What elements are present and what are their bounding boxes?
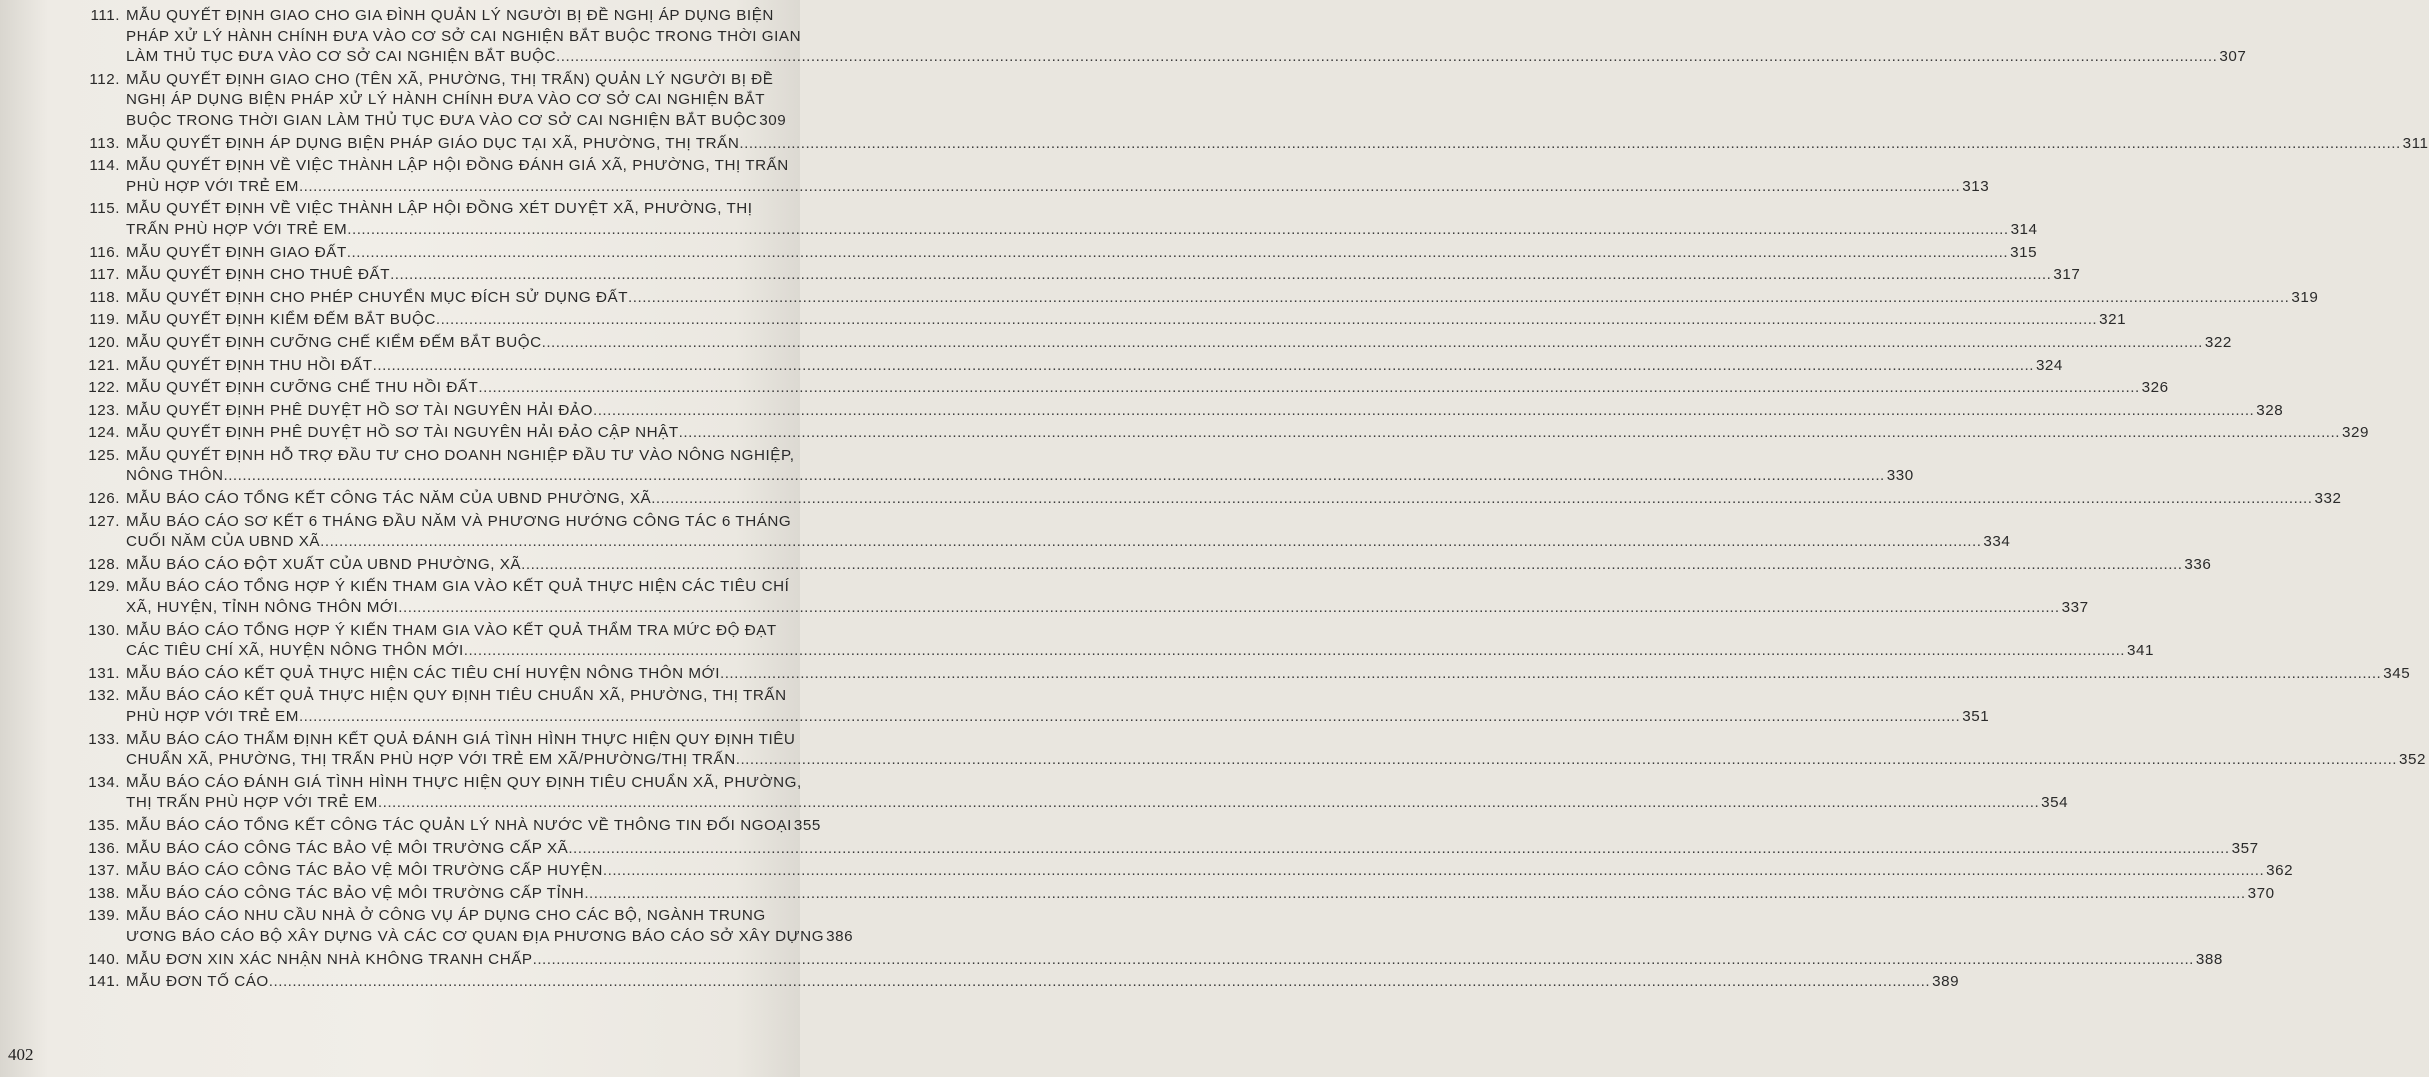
toc-entry-text: PHÙ HỢP VỚI TRẺ EM [126, 177, 299, 195]
toc-entry-text: CUỐI NĂM CỦA UBND XÃ [126, 533, 321, 551]
toc-entry-text: MẪU ĐƠN XIN XÁC NHẬN NHÀ KHÔNG TRANH CHẤP [126, 950, 533, 968]
toc-entry-text: LÀM THỦ TỤC ĐƯA VÀO CƠ SỞ CAI NGHIỆN BẮT BUỘC [126, 48, 557, 66]
dot-leader [373, 356, 2034, 377]
toc-entry-line [126, 489, 2342, 510]
toc-entry-title [126, 446, 1914, 487]
toc-entry-text: MẪU QUYẾT ĐỊNH GIAO CHO GIA ĐÌNH QUẢN LÝ NGƯỜI BỊ ĐỀ NGHỊ ÁP DỤNG BIỆN [126, 7, 774, 24]
toc-entry [80, 512, 2011, 553]
toc-entry-line [126, 310, 2127, 331]
toc-entry-title [126, 243, 2038, 264]
toc-entry-text: MẪU QUYẾT ĐỊNH VỀ VIỆC THÀNH LẬP HỘI ĐỒNG XÉT DUYỆT XÃ, PHƯỜNG, THỊ [126, 200, 753, 218]
toc-entry-page: 324 [2035, 356, 2063, 374]
toc-entry-text: NGHỊ ÁP DỤNG BIỆN PHÁP XỬ LÝ HÀNH CHÍNH ĐƯA VÀO CƠ SỞ CAI NGHIỆN BẮT [126, 91, 766, 109]
toc-entry-number: 114. [89, 157, 120, 175]
toc-entry-line [126, 70, 774, 91]
toc-entry-title [126, 489, 2342, 510]
toc-entry-line [126, 220, 2038, 241]
toc-entry-number: 120. [88, 333, 120, 351]
dot-leader [464, 641, 2125, 662]
toc-entry-line [126, 288, 2319, 309]
toc-entry [80, 884, 2275, 905]
dot-leader [320, 532, 1981, 553]
toc-entry-page: 329 [2341, 424, 2369, 442]
toc-entry-title [126, 906, 854, 947]
toc-entry-line [126, 333, 2232, 354]
toc-entry-line [126, 423, 2369, 444]
toc-entry-number: 141. [88, 973, 120, 991]
toc-entry-title [126, 288, 2319, 309]
dot-leader [478, 378, 2139, 399]
toc-entry-page: 313 [1962, 177, 1990, 195]
toc-entry-number: 124. [88, 424, 120, 442]
toc-entry-text: MẪU BÁO CÁO NHU CẦU NHÀ Ở CÔNG VỤ ÁP DỤNG CHO CÁC BỘ, NGÀNH TRUNG [126, 907, 766, 925]
toc-entry-text: MẪU BÁO CÁO SƠ KẾT 6 THÁNG ĐẦU NĂM VÀ PHƯƠNG HƯỚNG CÔNG TÁC 6 THÁNG [126, 512, 792, 530]
toc-entry-number: 137. [88, 862, 120, 880]
toc-entry [80, 664, 2411, 685]
toc-entry-page: 315 [2010, 243, 2038, 261]
toc-entry-page: 336 [2184, 555, 2212, 573]
toc-entry-text: MẪU BÁO CÁO KẾT QUẢ THỰC HIỆN QUY ĐỊNH TIÊU CHUẨN XÃ, PHƯỜNG, THỊ TRẤN [126, 687, 787, 705]
toc-entry-page: 334 [1983, 533, 2011, 551]
dot-leader [679, 423, 2340, 444]
toc-entry-text: THỊ TRẤN PHÙ HỢP VỚI TRẺ EM [126, 794, 378, 812]
toc-entry-line [126, 730, 796, 751]
toc-entry-number: 130. [88, 621, 120, 639]
toc-entry-number: 121. [88, 356, 120, 374]
toc-entry-number: 119. [89, 311, 120, 329]
toc-entry-text: MẪU QUYẾT ĐỊNH GIAO ĐẤT [126, 243, 347, 261]
toc-entry-number: 133. [88, 730, 120, 748]
toc-entry [80, 265, 2081, 286]
toc-entry-text: MẪU QUYẾT ĐỊNH CHO THUÊ ĐẤT [126, 266, 391, 284]
toc-entry-line [126, 265, 2081, 286]
toc-entry [80, 730, 2427, 771]
toc-entry-line [126, 378, 2169, 399]
toc-entry-text: PHÙ HỢP VỚI TRẺ EM [126, 708, 299, 725]
toc-entry-text: MẪU BÁO CÁO CÔNG TÁC BẢO VỆ MÔI TRƯỜNG CẤP XÃ [126, 839, 569, 857]
toc-entry [80, 199, 2038, 240]
toc-entry-title [126, 621, 2155, 662]
dot-leader [739, 134, 2400, 155]
dot-leader [568, 839, 2229, 860]
toc-entry-title [126, 555, 2212, 576]
toc-entry [80, 906, 854, 947]
dot-leader [628, 288, 2289, 309]
toc-entry-line [126, 641, 2155, 662]
toc-entry [80, 816, 821, 837]
toc-entry-text: MẪU QUYẾT ĐỊNH KIỂM ĐẾM BẮT BUỘC [126, 311, 436, 329]
toc-entry-number: 118. [89, 288, 120, 306]
toc-entry-line [126, 664, 2411, 685]
toc-entry-line [126, 861, 2294, 882]
toc-entry-text: MẪU BÁO CÁO CÔNG TÁC BẢO VỆ MÔI TRƯỜNG CẤP TỈNH [126, 884, 585, 902]
toc-entry-title [126, 773, 2069, 814]
toc-entry [80, 356, 2063, 377]
toc-entry-number: 135. [88, 816, 120, 834]
toc-entry [80, 156, 1990, 197]
toc-entry-line [126, 839, 2259, 860]
toc-entry-title [126, 356, 2063, 377]
toc-entry-text: TRẤN PHÙ HỢP VỚI TRẺ EM [126, 220, 348, 238]
toc-entry-page: 352 [2399, 751, 2427, 769]
toc-entry-number: 117. [89, 266, 120, 284]
toc-entry [80, 333, 2232, 354]
toc-entry-title [126, 686, 1990, 727]
toc-entry-page: 330 [1886, 467, 1914, 485]
toc-entry-number: 140. [88, 950, 120, 968]
toc-entry-line [126, 356, 2063, 377]
toc-entry-line [126, 621, 777, 642]
table-of-contents [80, 6, 2429, 995]
toc-entry-page: 351 [1962, 708, 1990, 725]
toc-entry [80, 70, 787, 132]
dot-leader [584, 884, 2245, 905]
toc-entry-text: MẪU QUYẾT ĐỊNH ÁP DỤNG BIỆN PHÁP GIÁO DỤC TẠI XÃ, PHƯỜNG, THỊ TRẤN [126, 134, 740, 152]
toc-entry [80, 861, 2294, 882]
toc-entry-page: 362 [2266, 862, 2294, 880]
dot-leader [720, 664, 2381, 685]
toc-entry [80, 577, 2089, 618]
dot-leader [347, 220, 2008, 241]
toc-entry-line [126, 90, 770, 111]
toc-entry-text: MẪU BÁO CÁO TỔNG KẾT CÔNG TÁC NĂM CỦA UBND PHƯỜNG, XÃ [126, 490, 652, 508]
toc-entry-line [126, 577, 790, 598]
toc-entry [80, 378, 2169, 399]
toc-entry-text: PHÁP XỬ LÝ HÀNH CHÍNH ĐƯA VÀO CƠ SỞ CAI NGHIỆN BẮT BUỘC TRONG THỜI GIAN [126, 27, 802, 45]
dot-leader [398, 598, 2059, 619]
toc-entry-line [126, 773, 802, 794]
toc-entry-page: 311 [2402, 134, 2429, 152]
toc-entry-page: 354 [2041, 794, 2069, 812]
toc-entry-title [126, 134, 2429, 155]
toc-entry-page: 314 [2010, 220, 2038, 238]
toc-entry-title [126, 333, 2232, 354]
toc-entry [80, 446, 1914, 487]
toc-entry-text: MẪU BÁO CÁO ĐÁNH GIÁ TÌNH HÌNH THỰC HIỆN QUY ĐỊNH TIÊU CHUẨN XÃ, PHƯỜNG, [126, 773, 802, 791]
toc-entry-page: 321 [2099, 311, 2127, 329]
toc-entry-number: 134. [88, 773, 120, 791]
toc-entry-title [126, 577, 2089, 618]
toc-entry-title [126, 199, 2038, 240]
toc-entry-text: CHUẨN XÃ, PHƯỜNG, THỊ TRẤN PHÙ HỢP VỚI TRẺ EM XÃ/PHƯỜNG/THỊ TRẤN [126, 751, 736, 769]
toc-entry-text: ƯƠNG BÁO CÁO BỘ XÂY DỰNG VÀ CÁC CƠ QUAN ĐỊA PHƯƠNG BÁO CÁO SỞ XÂY DỰNG [126, 927, 825, 945]
toc-entry-line [126, 793, 2069, 814]
toc-entry [80, 950, 2223, 971]
toc-entry-line [126, 111, 787, 132]
toc-entry-page: 386 [826, 927, 854, 945]
toc-entry-line [126, 156, 789, 177]
dot-leader [521, 555, 2182, 576]
toc-entry-text: CÁC TIÊU CHÍ XÃ, HUYỆN NÔNG THÔN MỚI [126, 642, 464, 660]
page-number: 402 [8, 1045, 34, 1064]
dot-leader [269, 972, 1930, 993]
toc-entry-text: MẪU QUYẾT ĐỊNH CƯỠNG CHẾ KIỂM ĐẾM BẮT BUỘC [126, 333, 542, 351]
toc-entry-title [126, 950, 2223, 971]
toc-entry-text: MẪU BÁO CÁO KẾT QUẢ THỰC HIỆN CÁC TIÊU CHÍ HUYỆN NÔNG THÔN MỚI [126, 664, 720, 682]
toc-entry-line [126, 884, 2275, 905]
toc-entry-number: 127. [88, 512, 120, 530]
toc-entry-line [126, 598, 2089, 619]
toc-entry-line [126, 927, 854, 948]
toc-entry [80, 6, 2247, 68]
toc-entry [80, 773, 2069, 814]
toc-entry-title [126, 664, 2411, 685]
toc-entry-line [126, 177, 1990, 198]
toc-entry-page: 309 [759, 111, 787, 129]
dot-leader [223, 466, 1884, 487]
toc-entry-number: 139. [88, 907, 120, 925]
toc-entry-line [126, 906, 770, 927]
toc-entry [80, 489, 2342, 510]
toc-entry-title [126, 310, 2127, 331]
toc-entry-page: 388 [2195, 950, 2223, 968]
dot-leader [378, 793, 2039, 814]
toc-entry-line [126, 750, 2427, 771]
dot-leader [736, 750, 2397, 771]
toc-entry-number: 132. [88, 687, 120, 705]
toc-entry-line [126, 401, 2284, 422]
toc-entry-number: 125. [88, 446, 120, 464]
toc-entry [80, 243, 2038, 264]
toc-entry-line [126, 950, 2223, 971]
toc-entry-page: 337 [2061, 599, 2089, 617]
toc-entry-text: MẪU QUYẾT ĐỊNH GIAO CHO (TÊN XÃ, PHƯỜNG, THỊ TRẤN) QUẢN LÝ NGƯỜI BỊ ĐỀ [126, 70, 774, 88]
toc-entry-line [126, 555, 2212, 576]
toc-entry-page: 341 [2127, 642, 2155, 660]
toc-entry-page: 317 [2053, 266, 2081, 284]
toc-entry-line [126, 446, 795, 467]
toc-entry-page: 319 [2291, 288, 2319, 306]
toc-entry-line [126, 686, 787, 707]
toc-entry-page: 370 [2247, 884, 2275, 902]
dot-leader [651, 489, 2312, 510]
toc-entry-text: MẪU BÁO CÁO THẨM ĐỊNH KẾT QUẢ ĐÁNH GIÁ TÌNH HÌNH THỰC HIỆN QUY ĐỊNH TIÊU [126, 730, 796, 748]
toc-entry-page: 345 [2383, 664, 2411, 682]
toc-entry-line [126, 972, 1960, 993]
dot-leader [299, 707, 1960, 728]
dot-leader [436, 310, 2097, 331]
toc-entry-text: MẪU BÁO CÁO CÔNG TÁC BẢO VỆ MÔI TRƯỜNG CẤP HUYỆN [126, 862, 603, 880]
toc-entry-title [126, 512, 2011, 553]
dot-leader [347, 243, 2008, 264]
toc-entry-page: 328 [2256, 401, 2284, 419]
toc-entry-number: 138. [88, 884, 120, 902]
dot-leader [593, 401, 2254, 422]
toc-entry [80, 288, 2319, 309]
toc-entry-text: MẪU BÁO CÁO TỔNG HỢP Ý KIẾN THAM GIA VÀO KẾT QUẢ THỰC HIỆN CÁC TIÊU CHÍ [126, 578, 790, 596]
toc-entry-line [126, 707, 1990, 728]
toc-entry-number: 115. [89, 200, 120, 218]
toc-entry-text: MẪU BÁO CÁO TỔNG KẾT CÔNG TÁC QUẢN LÝ NHÀ NƯỚC VỀ THÔNG TIN ĐỐI NGOẠI [126, 816, 792, 834]
toc-entry-number: 131. [88, 664, 120, 682]
dot-leader [603, 861, 2264, 882]
toc-entry-number: 116. [89, 243, 120, 261]
toc-entry-text: MẪU QUYẾT ĐỊNH CHO PHÉP CHUYỂN MỤC ĐÍCH SỬ DỤNG ĐẤT [126, 288, 629, 306]
dot-leader [299, 177, 1960, 198]
toc-entry-number: 111. [90, 7, 120, 24]
toc-entry-title [126, 265, 2081, 286]
toc-entry-title [126, 378, 2169, 399]
toc-entry-text: MẪU ĐƠN TỐ CÁO [126, 973, 269, 991]
toc-entry-text: MẪU QUYẾT ĐỊNH HỖ TRỢ ĐẦU TƯ CHO DOANH NGHIỆP ĐẦU TƯ VÀO NÔNG NGHIỆP, [126, 446, 795, 464]
toc-entry-title [126, 730, 2427, 771]
toc-entry-number: 126. [88, 490, 120, 508]
toc-entry-text: BUỘC TRONG THỜI GIAN LÀM THỦ TỤC ĐƯA VÀO CƠ SỞ CAI NGHIỆN BẮT BUỘC [126, 111, 758, 129]
dot-leader [533, 950, 2194, 971]
toc-entry [80, 839, 2259, 860]
toc-entry-text: MẪU BÁO CÁO TỔNG HỢP Ý KIẾN THAM GIA VÀO KẾT QUẢ THẨM TRA MỨC ĐỘ ĐẠT [126, 621, 777, 639]
toc-entry-line [126, 134, 2429, 155]
toc-entry-text: MẪU QUYẾT ĐỊNH VỀ VIỆC THÀNH LẬP HỘI ĐỒNG ĐÁNH GIÁ XÃ, PHƯỜNG, THỊ TRẤN [126, 157, 789, 175]
toc-entry-line [126, 816, 821, 837]
toc-entry-page: 307 [2219, 48, 2247, 66]
toc-entry-page: 322 [2204, 333, 2232, 351]
toc-entry-line [126, 27, 802, 48]
toc-entry-line [126, 532, 2011, 553]
toc-entry [80, 555, 2212, 576]
toc-entry-title [126, 401, 2284, 422]
toc-entry [80, 423, 2369, 444]
toc-entry-text: MẪU QUYẾT ĐỊNH CƯỠNG CHẾ THU HỒI ĐẤT [126, 379, 479, 397]
toc-entry-number: 128. [88, 555, 120, 573]
toc-entry-number: 122. [88, 379, 120, 397]
toc-entry [80, 401, 2284, 422]
toc-entry-title [126, 6, 2247, 68]
toc-entry-title [126, 884, 2275, 905]
toc-entry-title [126, 816, 821, 837]
toc-entry-text: NÔNG THÔN [126, 467, 224, 485]
toc-entry-line [126, 466, 1914, 487]
toc-entry [80, 134, 2429, 155]
dot-leader [390, 265, 2051, 286]
toc-entry-page: 326 [2141, 379, 2169, 397]
toc-entry-line [126, 47, 2247, 68]
toc-entry-number: 136. [88, 839, 120, 857]
toc-entry-number: 129. [88, 578, 120, 596]
toc-entry-text: MẪU BÁO CÁO ĐỘT XUẤT CỦA UBND PHƯỜNG, XÃ [126, 555, 522, 573]
toc-entry-text: MẪU QUYẾT ĐỊNH PHÊ DUYỆT HỒ SƠ TÀI NGUYÊN HẢI ĐẢO CẬP NHẬT [126, 424, 679, 442]
toc-entry-text: MẪU QUYẾT ĐỊNH THU HỒI ĐẤT [126, 356, 373, 374]
toc-entry-title [126, 156, 1990, 197]
toc-entry-title [126, 839, 2259, 860]
dot-leader [542, 333, 2203, 354]
toc-entry-number: 112. [89, 70, 120, 88]
toc-entry [80, 686, 1990, 727]
toc-entry-line [126, 243, 2038, 264]
toc-entry-line [126, 6, 774, 27]
toc-entry-page: 332 [2314, 490, 2342, 508]
toc-entry [80, 972, 1960, 993]
toc-entry-page: 389 [1932, 973, 1960, 991]
toc-entry-line [126, 512, 792, 533]
dot-leader [556, 47, 2217, 68]
toc-entry [80, 621, 2155, 662]
toc-entry-line [126, 199, 770, 220]
toc-entry [80, 310, 2127, 331]
toc-entry-text: XÃ, HUYỆN, TỈNH NÔNG THÔN MỚI [126, 599, 399, 617]
toc-entry-page: 355 [793, 816, 821, 834]
toc-entry-page: 357 [2231, 839, 2259, 857]
toc-entry-number: 123. [88, 401, 120, 419]
toc-entry-title [126, 423, 2369, 444]
toc-entry-title [126, 972, 1960, 993]
toc-entry-title [126, 861, 2294, 882]
toc-entry-title [126, 70, 787, 132]
toc-entry-number: 113. [89, 134, 120, 152]
toc-entry-text: MẪU QUYẾT ĐỊNH PHÊ DUYỆT HỒ SƠ TÀI NGUYÊN HẢI ĐẢO [126, 401, 593, 419]
